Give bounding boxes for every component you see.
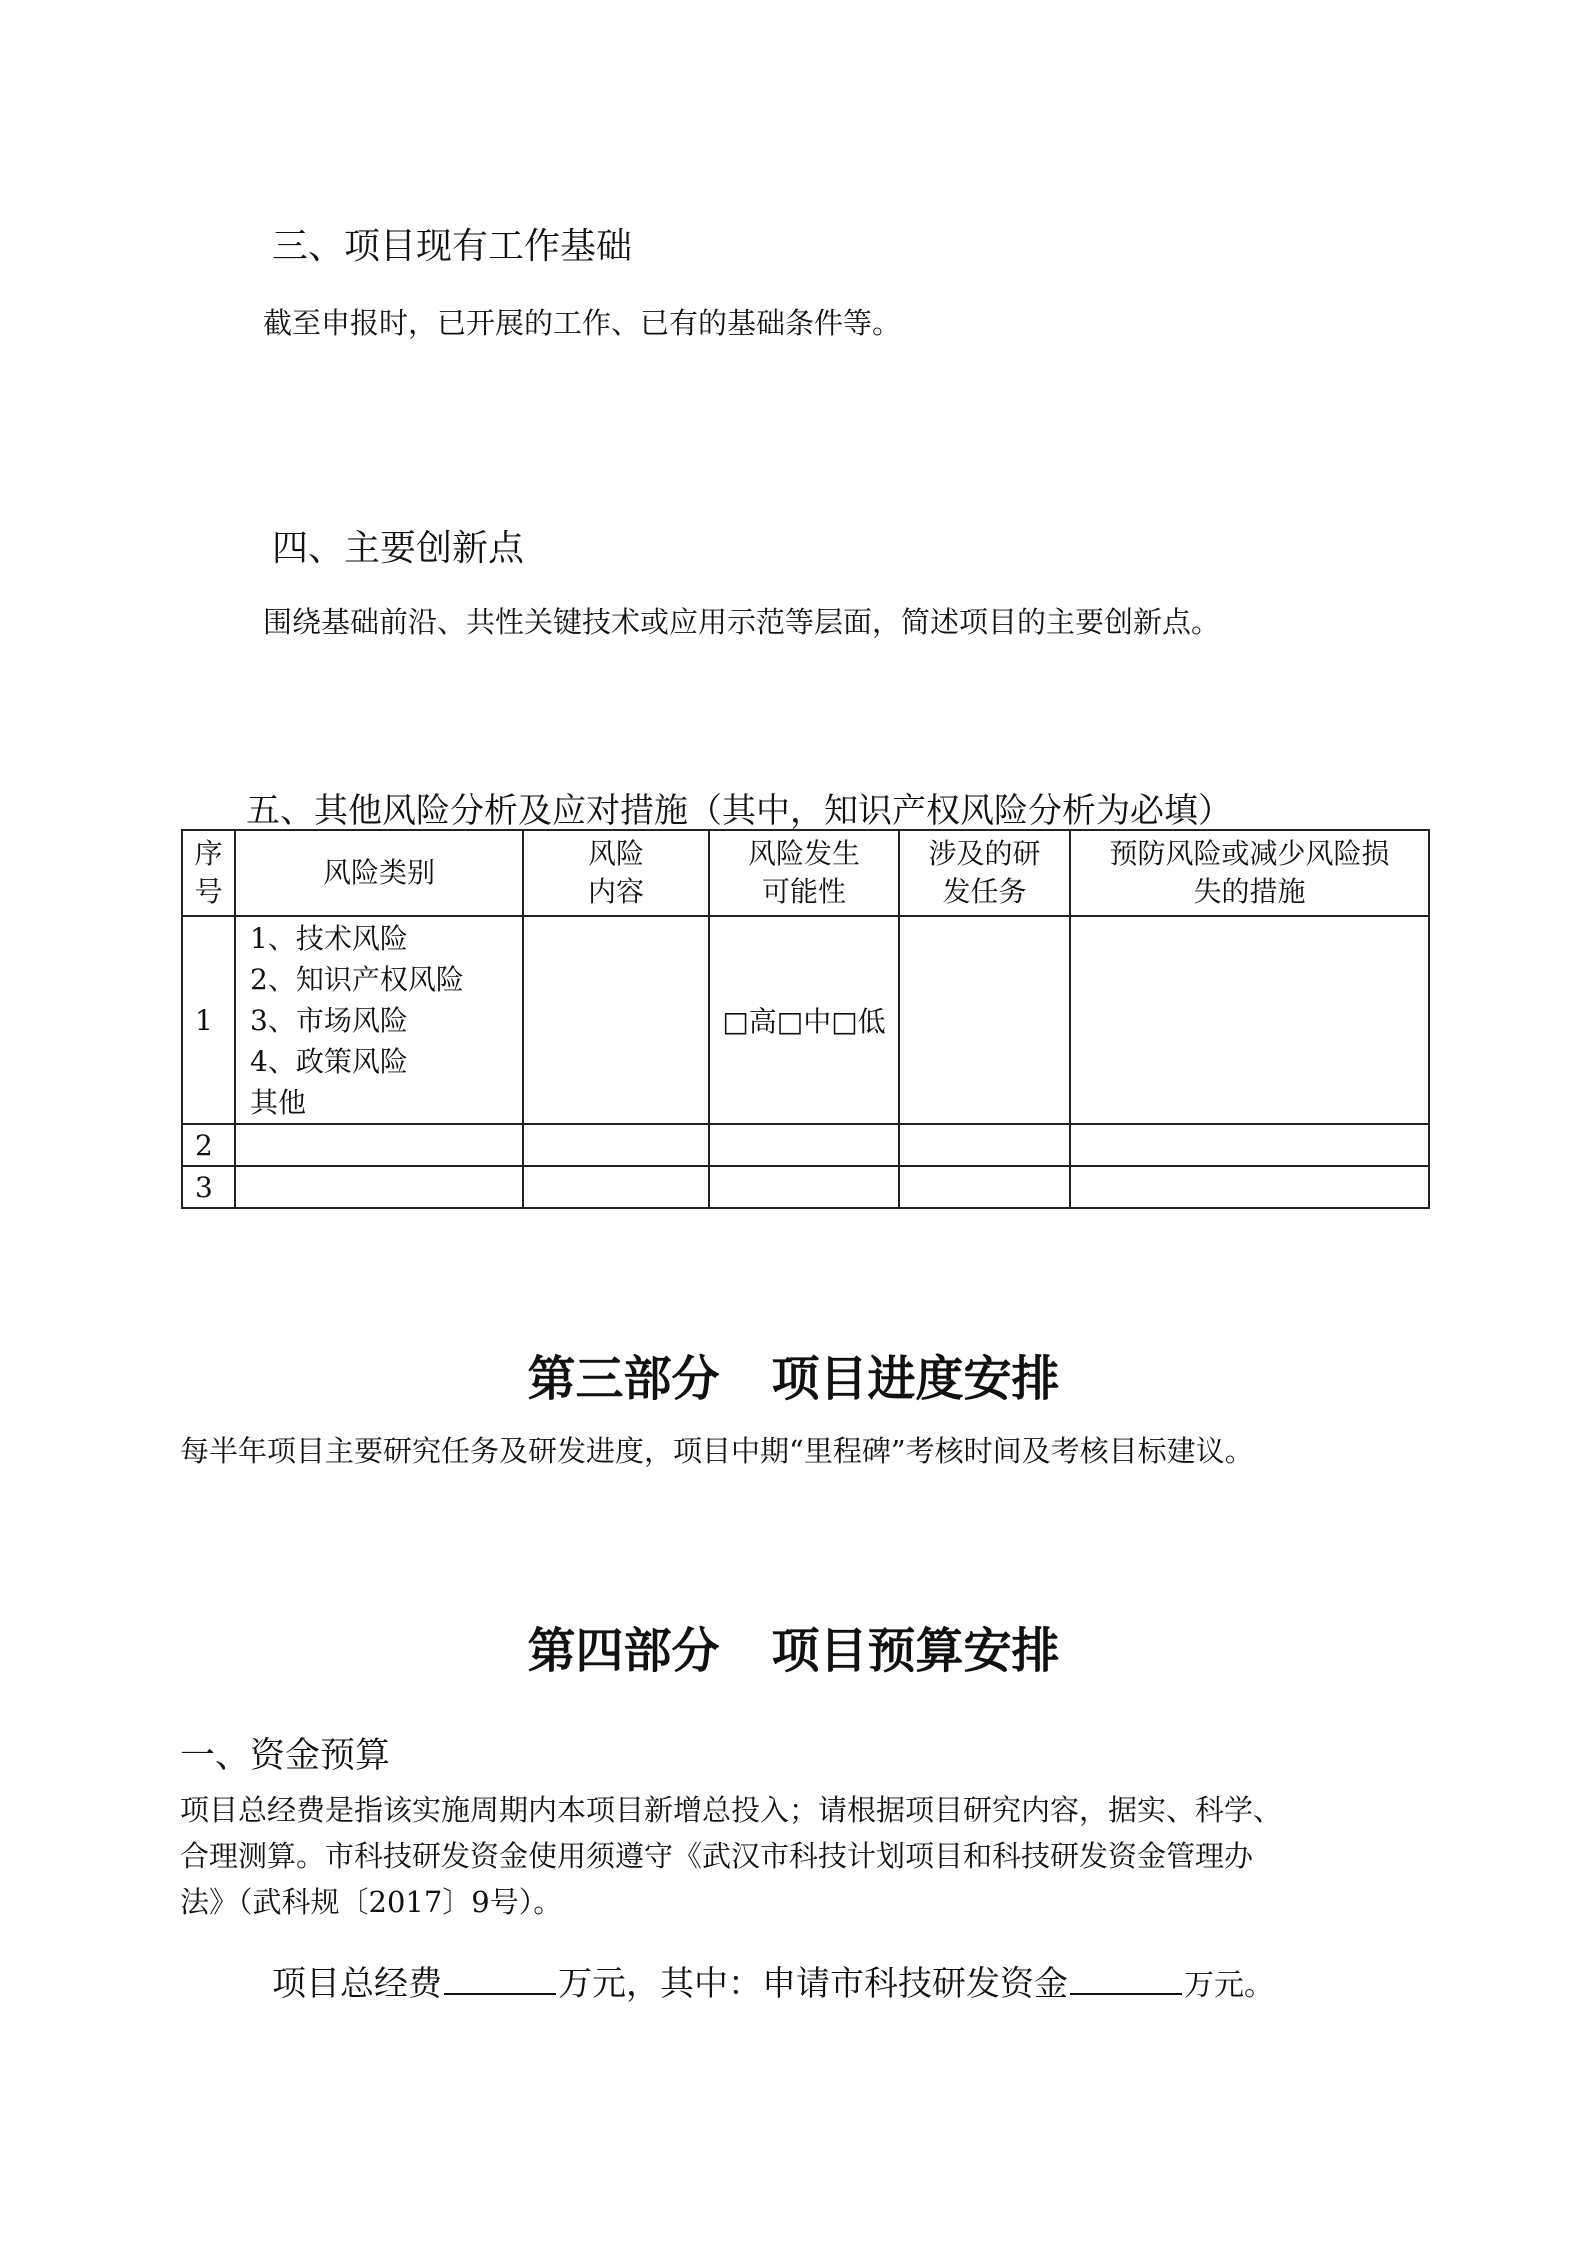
- budget-unit-label2: 万元。: [1184, 1968, 1274, 2003]
- part3-title: [0, 1340, 1587, 1409]
- table-row: [182, 1166, 1429, 1208]
- row1-content-cell[interactable]: [523, 916, 709, 1124]
- budget-paragraph-line1: 项目总经费是指该实施周期内本项目新增总投入；请根据项目研究内容，据实、科学、: [180, 1793, 1283, 1827]
- row3-tasks-cell[interactable]: [899, 1166, 1070, 1208]
- header-likelihood-line2: 可能性: [761, 875, 846, 908]
- row2-category-cell[interactable]: [235, 1124, 523, 1166]
- header-tasks-line2: 发任务: [942, 875, 1027, 908]
- row3-seq: 3: [182, 1166, 235, 1208]
- row1-measures-cell[interactable]: [1070, 916, 1429, 1124]
- category-item: 2、知识产权风险: [250, 962, 464, 996]
- header-content: [523, 830, 709, 916]
- header-seq-line1: 序: [194, 837, 223, 870]
- header-content-line1: 风险: [587, 837, 644, 870]
- table-row: [182, 916, 1429, 1124]
- row3-content-cell[interactable]: [523, 1166, 709, 1208]
- budget-line: [272, 1956, 1274, 2005]
- budget-total-input[interactable]: [444, 1963, 556, 1995]
- row1-categories[interactable]: [235, 916, 523, 1124]
- section4-heading: 四、主要创新点: [272, 528, 525, 569]
- budget-total-label: 项目总经费: [272, 1964, 442, 2004]
- part3-title-right: 项目进度安排: [771, 1351, 1060, 1407]
- header-tasks-line1: 涉及的研: [928, 837, 1041, 870]
- header-seq: [182, 830, 235, 916]
- category-item: 1、技术风险: [250, 921, 408, 955]
- header-measures-line2: 失的措施: [1193, 875, 1306, 908]
- section5-heading: 五、其他风险分析及应对措施（其中，知识产权风险分析为必填）: [246, 791, 1232, 831]
- header-tasks: [899, 830, 1070, 916]
- header-seq-line2: 号: [194, 875, 223, 908]
- row2-content-cell[interactable]: [523, 1124, 709, 1166]
- row3-likelihood-cell[interactable]: [709, 1166, 899, 1208]
- budget-subheading: 一、资金预算: [180, 1736, 391, 1776]
- part3-description: 每半年项目主要研究任务及研发进度，项目中期“里程碑”考核时间及考核目标建议。: [180, 1434, 1254, 1468]
- risk-analysis-table: [181, 829, 1430, 1209]
- category-item: 3、市场风险: [250, 1003, 408, 1037]
- city-fund-input[interactable]: [1070, 1963, 1182, 1995]
- header-likelihood-line1: 风险发生: [747, 837, 860, 870]
- row1-seq: 1: [182, 916, 235, 1124]
- header-category: 风险类别: [235, 830, 523, 916]
- header-measures: [1070, 830, 1429, 916]
- row3-category-cell[interactable]: [235, 1166, 523, 1208]
- part4-title: [0, 1612, 1587, 1681]
- table-row: [182, 1124, 1429, 1166]
- section3-heading: 三、项目现有工作基础: [272, 226, 633, 267]
- row2-measures-cell[interactable]: [1070, 1124, 1429, 1166]
- header-content-line2: 内容: [587, 875, 644, 908]
- part3-title-left: 第三部分: [527, 1351, 720, 1407]
- row1-tasks-cell[interactable]: [899, 916, 1070, 1124]
- row2-seq: 2: [182, 1124, 235, 1166]
- row3-measures-cell[interactable]: [1070, 1166, 1429, 1208]
- header-likelihood: [709, 830, 899, 916]
- row2-tasks-cell[interactable]: [899, 1124, 1070, 1166]
- row1-likelihood-options[interactable]: □高□中□低: [709, 916, 899, 1124]
- budget-unit-label1: 万元，其中：申请市科技研发资金: [558, 1964, 1068, 2004]
- category-item: 4、政策风险: [250, 1044, 408, 1078]
- row2-likelihood-cell[interactable]: [709, 1124, 899, 1166]
- table-header-row: [182, 830, 1429, 916]
- part4-title-left: 第四部分: [527, 1623, 720, 1679]
- budget-paragraph-line2: 合理测算。市科技研发资金使用须遵守《武汉市科技计划项目和科技研发资金管理办: [180, 1839, 1254, 1873]
- part4-title-right: 项目预算安排: [771, 1623, 1060, 1679]
- header-measures-line1: 预防风险或减少风险损: [1109, 837, 1390, 870]
- section3-description: 截至申报时，已开展的工作、已有的基础条件等。: [263, 306, 902, 340]
- budget-paragraph-line3: 法》（武科规〔2017〕9号）。: [180, 1885, 563, 1919]
- category-item: 其他: [250, 1085, 307, 1119]
- section4-description: 围绕基础前沿、共性关键技术或应用示范等层面，简述项目的主要创新点。: [263, 605, 1221, 639]
